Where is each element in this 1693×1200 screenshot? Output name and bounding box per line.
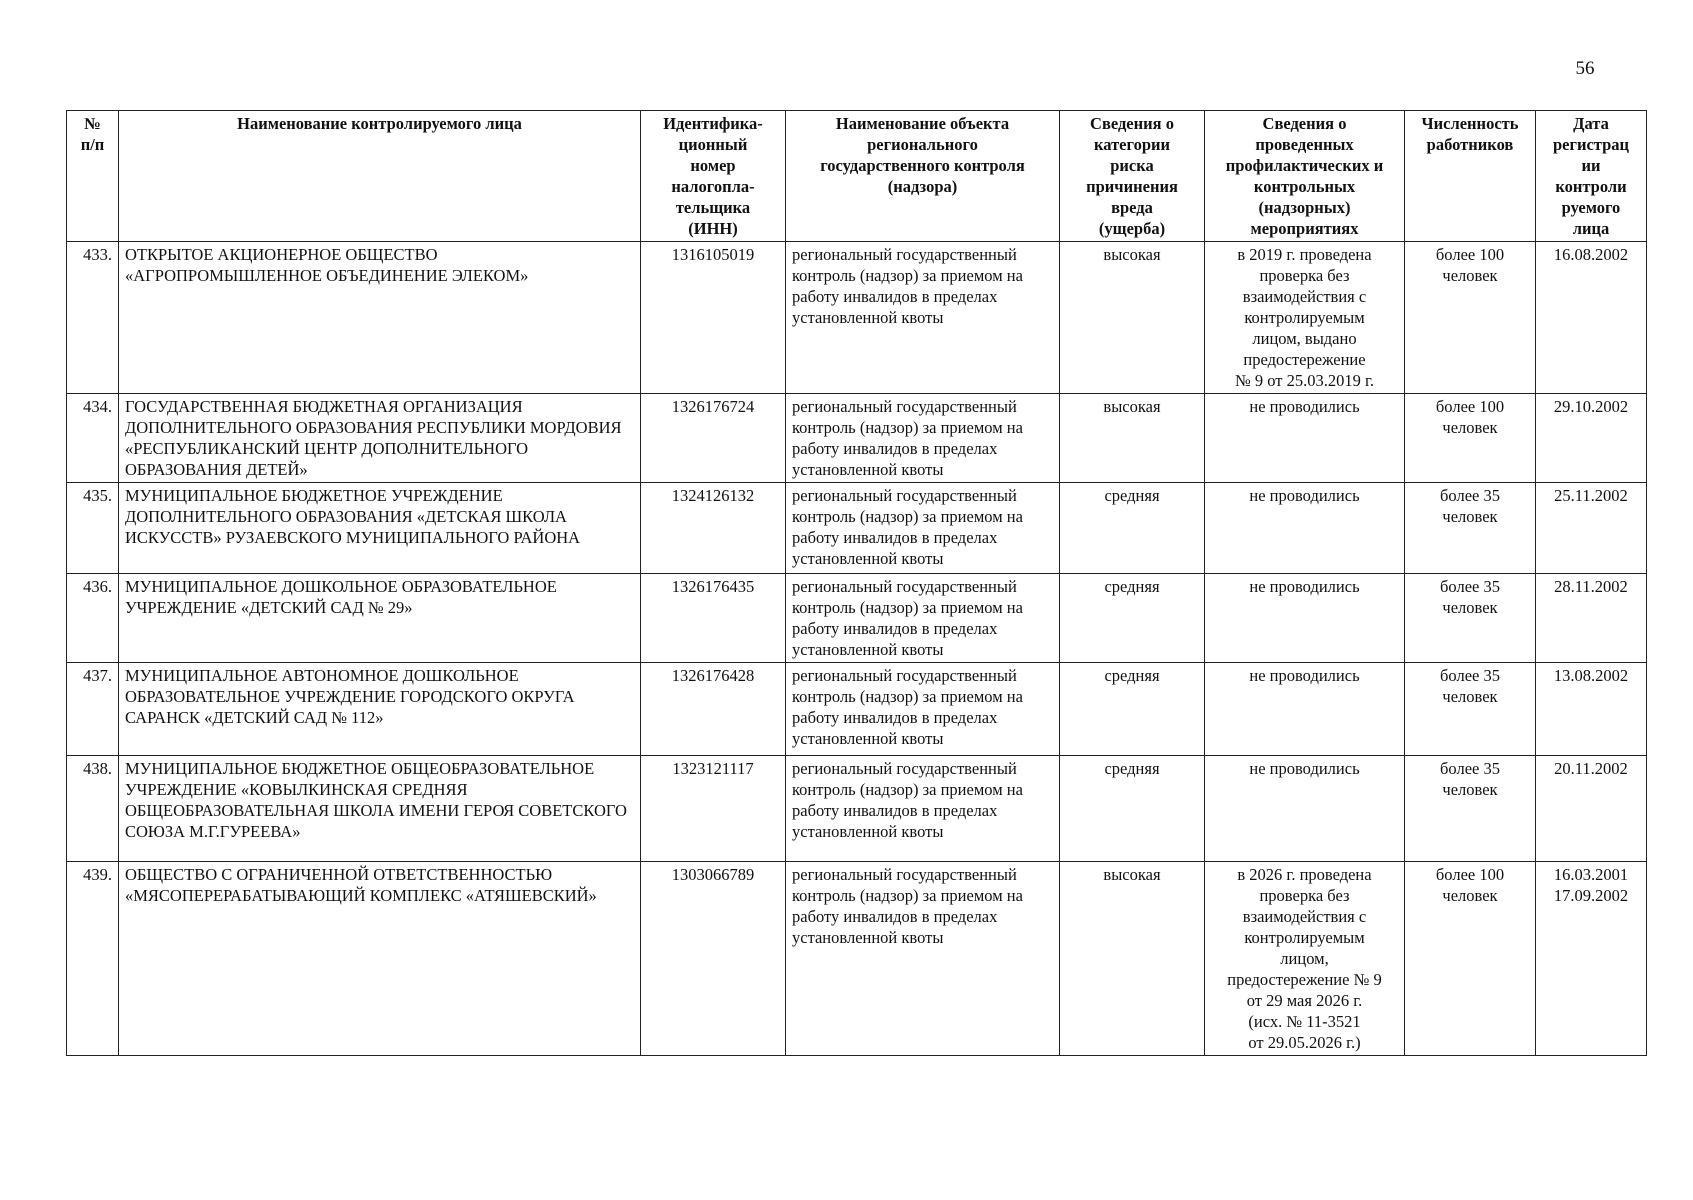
table-row [67, 862, 1647, 1056]
row-number: 433. [67, 242, 119, 394]
table-row [67, 242, 1647, 394]
header-name: Наименование контролируемого лица [119, 111, 641, 242]
risk-cell: средняя [1060, 663, 1205, 756]
staff-cell: более 35 человек [1405, 483, 1536, 574]
events-cell: в 2026 г. проведена проверка без взаимодействия с контролируемым лицом, предостережение № 9 от 29 мая 2026 г. (исх. № 11-3521 от 29.05.2026 г.) [1205, 862, 1405, 1056]
inn-cell: 1326176428 [641, 663, 786, 756]
table-header [67, 111, 1647, 242]
staff-cell: более 35 человек [1405, 574, 1536, 663]
row-number: 434. [67, 394, 119, 483]
table-row [67, 756, 1647, 862]
inn-cell: 1323121117 [641, 756, 786, 862]
events-cell: не проводились [1205, 574, 1405, 663]
inn-cell: 1303066789 [641, 862, 786, 1056]
registry-table [66, 110, 1647, 1056]
events-cell: не проводились [1205, 663, 1405, 756]
header-number: № п/п [67, 111, 119, 242]
table-row [67, 663, 1647, 756]
entity-name: МУНИЦИПАЛЬНОЕ БЮДЖЕТНОЕ ОБЩЕОБРАЗОВАТЕЛЬНОЕ УЧРЕЖДЕНИЕ «КОВЫЛКИНСКАЯ СРЕДНЯЯ ОБЩЕОБРАЗОВАТЕЛЬНАЯ ШКОЛА ИМЕНИ ГЕРОЯ СОВЕТСКОГО СОЮЗА М.Г.ГУРЕЕВА» [119, 756, 641, 862]
risk-cell: высокая [1060, 394, 1205, 483]
row-number: 437. [67, 663, 119, 756]
control-object-cell: региональный государственный контроль (надзор) за приемом на работу инвалидов в пределах установленной квоты [786, 242, 1060, 394]
events-cell: не проводились [1205, 394, 1405, 483]
page-number: 56 [1575, 58, 1595, 79]
row-number: 436. [67, 574, 119, 663]
entity-name: ОТКРЫТОЕ АКЦИОНЕРНОЕ ОБЩЕСТВО «АГРОПРОМЫШЛЕННОЕ ОБЪЕДИНЕНИЕ ЭЛЕКОМ» [119, 242, 641, 394]
entity-name: МУНИЦИПАЛЬНОЕ ДОШКОЛЬНОЕ ОБРАЗОВАТЕЛЬНОЕ УЧРЕЖДЕНИЕ «ДЕТСКИЙ САД № 29» [119, 574, 641, 663]
registration-date-cell: 13.08.2002 [1536, 663, 1647, 756]
registration-date-cell: 29.10.2002 [1536, 394, 1647, 483]
header-events: Сведения о проведенных профилактических и контрольных (надзорных) мероприятиях [1205, 111, 1405, 242]
row-number: 439. [67, 862, 119, 1056]
inn-cell: 1316105019 [641, 242, 786, 394]
control-object-cell: региональный государственный контроль (надзор) за приемом на работу инвалидов в пределах установленной квоты [786, 756, 1060, 862]
registration-date-cell: 25.11.2002 [1536, 483, 1647, 574]
staff-cell: более 100 человек [1405, 242, 1536, 394]
registration-date-cell: 28.11.2002 [1536, 574, 1647, 663]
control-object-cell: региональный государственный контроль (надзор) за приемом на работу инвалидов в пределах установленной квоты [786, 862, 1060, 1056]
staff-cell: более 35 человек [1405, 756, 1536, 862]
events-cell: в 2019 г. проведена проверка без взаимодействия с контролируемым лицом, выдано предостережение № 9 от 25.03.2019 г. [1205, 242, 1405, 394]
risk-cell: средняя [1060, 756, 1205, 862]
registration-date-cell: 16.08.2002 [1536, 242, 1647, 394]
events-cell: не проводились [1205, 483, 1405, 574]
header-staff: Численность работников [1405, 111, 1536, 242]
row-number: 438. [67, 756, 119, 862]
row-number: 435. [67, 483, 119, 574]
inn-cell: 1326176435 [641, 574, 786, 663]
staff-cell: более 35 человек [1405, 663, 1536, 756]
entity-name: ОБЩЕСТВО С ОГРАНИЧЕННОЙ ОТВЕТСТВЕННОСТЬЮ «МЯСОПЕРЕРАБАТЫВАЮЩИЙ КОМПЛЕКС «АТЯШЕВСКИЙ» [119, 862, 641, 1056]
table-row [67, 394, 1647, 483]
control-object-cell: региональный государственный контроль (надзор) за приемом на работу инвалидов в пределах установленной квоты [786, 483, 1060, 574]
header-registration-date: Дата регистрац ии контроли руемого лица [1536, 111, 1647, 242]
risk-cell: средняя [1060, 483, 1205, 574]
table-row [67, 574, 1647, 663]
entity-name: МУНИЦИПАЛЬНОЕ БЮДЖЕТНОЕ УЧРЕЖДЕНИЕ ДОПОЛНИТЕЛЬНОГО ОБРАЗОВАНИЯ «ДЕТСКАЯ ШКОЛА ИСКУССТВ» РУЗАЕВСКОГО МУНИЦИПАЛЬНОГО РАЙОНА [119, 483, 641, 574]
header-control-object: Наименование объекта регионального государственного контроля (надзора) [786, 111, 1060, 242]
staff-cell: более 100 человек [1405, 862, 1536, 1056]
events-cell: не проводились [1205, 756, 1405, 862]
registration-date-cell: 20.11.2002 [1536, 756, 1647, 862]
staff-cell: более 100 человек [1405, 394, 1536, 483]
table-row [67, 483, 1647, 574]
control-object-cell: региональный государственный контроль (надзор) за приемом на работу инвалидов в пределах установленной квоты [786, 394, 1060, 483]
inn-cell: 1326176724 [641, 394, 786, 483]
header-inn: Идентифика- ционный номер налогопла- тельщика (ИНН) [641, 111, 786, 242]
registration-date-cell: 16.03.2001 17.09.2002 [1536, 862, 1647, 1056]
risk-cell: высокая [1060, 862, 1205, 1056]
entity-name: ГОСУДАРСТВЕННАЯ БЮДЖЕТНАЯ ОРГАНИЗАЦИЯ ДОПОЛНИТЕЛЬНОГО ОБРАЗОВАНИЯ РЕСПУБЛИКИ МОРДОВИЯ «РЕСПУБЛИКАНСКИЙ ЦЕНТР ДОПОЛНИТЕЛЬНОГО ОБРАЗОВАНИЯ ДЕТЕЙ» [119, 394, 641, 483]
risk-cell: высокая [1060, 242, 1205, 394]
risk-cell: средняя [1060, 574, 1205, 663]
control-object-cell: региональный государственный контроль (надзор) за приемом на работу инвалидов в пределах установленной квоты [786, 663, 1060, 756]
inn-cell: 1324126132 [641, 483, 786, 574]
entity-name: МУНИЦИПАЛЬНОЕ АВТОНОМНОЕ ДОШКОЛЬНОЕ ОБРАЗОВАТЕЛЬНОЕ УЧРЕЖДЕНИЕ ГОРОДСКОГО ОКРУГА САРАНСК «ДЕТСКИЙ САД № 112» [119, 663, 641, 756]
header-risk-category: Сведения о категории риска причинения вреда (ущерба) [1060, 111, 1205, 242]
control-object-cell: региональный государственный контроль (надзор) за приемом на работу инвалидов в пределах установленной квоты [786, 574, 1060, 663]
